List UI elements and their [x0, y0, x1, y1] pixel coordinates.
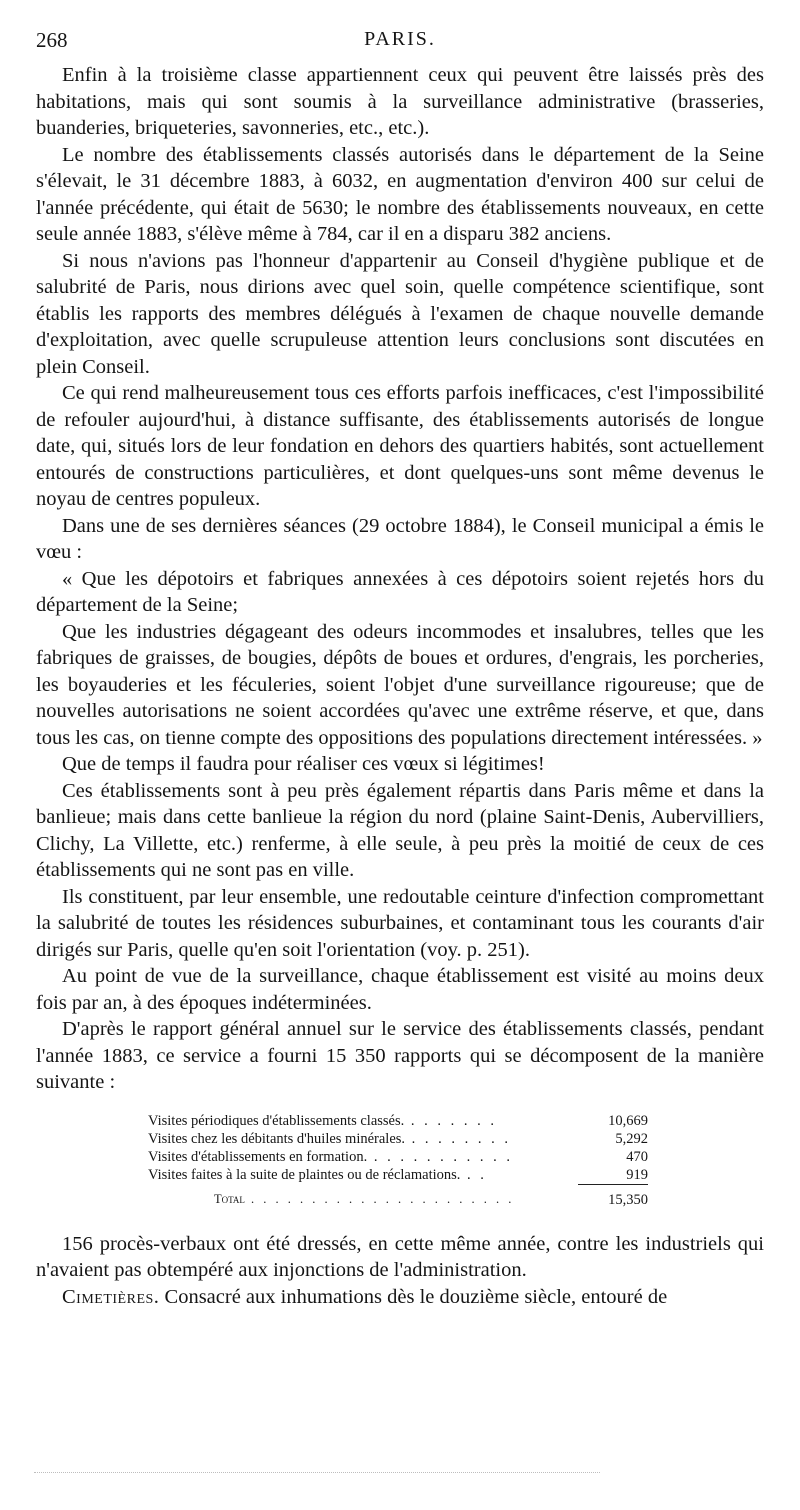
page-header: [36, 28, 764, 58]
row-label: Visites d'établissements en formation.: [148, 1148, 368, 1165]
row-label: Visites faites à la suite de plaintes ou de réclamations.: [148, 1166, 461, 1183]
row-value: 470: [626, 1148, 648, 1165]
paragraph: Ils constituent, par leur ensemble, une redoutable ceinture d'infection compromettant la salubrité de toutes les résidences suburbaines, et contaminant tous les courants d'air dirigés sur Paris, quelle qu'en soit l'orientation (voy. p. 251).: [36, 885, 764, 961]
paragraph: Ces établissements sont à peu près également répartis dans Paris même et dans la banlieue; mais dans cette banlieue la région du nord (plaine Saint-Denis, Aubervilliers, Clichy, La Villette, etc.) renferme, à elle seule, à peu près la moitié de ceux de ces établissements qui ne sont pas en ville.: [36, 779, 764, 881]
section-lead: Cimetières.: [62, 1285, 160, 1308]
body-text: [36, 62, 764, 1310]
leader-dots: . . . . . . . . . . .: [367, 1148, 513, 1165]
paragraph: Ce qui rend malheureusement tous ces efforts parfois inefficaces, c'est l'impossibilité de refouler aujourd'hui, à distance suffisante, des établissements autorisés de longue date, qui, situés lors de leur fondation en dehors des quartiers habités, sont actuellement entourés de constructions particulières, et dont quelques-uns sont même devenus le noyau de centres populeux.: [36, 382, 764, 510]
leader-dots: . . . . . . .: [404, 1112, 497, 1129]
table-total-row: [148, 1184, 648, 1209]
paragraph: Enfin à la troisième classe appartiennent ceux qui peuvent être laissés près des habitations, mais qui sont soumis à la surveillance administrative (brasseries, buanderies, briqueteries, savonneries, etc., etc.).: [36, 64, 764, 139]
leader-dots: . . . . . . . .: [405, 1130, 512, 1147]
quote-paragraph: « Que les dépotoirs et fabriques annexées à ces dépotoirs soient rejetés hors du département de la Seine;: [36, 567, 764, 616]
row-value: 5,292: [615, 1130, 648, 1147]
inspection-table: [148, 1112, 648, 1209]
paragraph: Au point de vue de la surveillance, chaque établissement est visité au moins deux fois par an, à des époques indéterminées.: [36, 965, 764, 1014]
paragraph: Si nous n'avions pas l'honneur d'appartenir au Conseil d'hygiène publique et de salubrité de Paris, nous dirions avec quel soin, quelle compétence scientifique, sont établis les rapports des membres délégués à l'examen de chaque nouvelle demande d'exploitation, avec quelle scrupuleuse attention leurs conclusions sont discutées en plein Conseil.: [36, 249, 764, 378]
row-label: Visites périodiques d'établissements classés.: [148, 1112, 405, 1129]
paragraph: Dans une de ses dernières séances (29 octobre 1884), le Conseil municipal a émis le vœu :: [36, 514, 764, 563]
paragraph: Que de temps il faudra pour réaliser ces vœux si légitimes!: [62, 753, 545, 775]
row-label: Visites chez les débitants d'huiles minérales.: [148, 1130, 406, 1147]
running-title: PARIS.: [364, 28, 436, 50]
section-start-paragraph: [36, 1284, 764, 1311]
table-row: [148, 1112, 648, 1130]
paragraph: Le nombre des établissements classés autorisés dans le département de la Seine s'élevait, le 31 décembre 1883, à 6032, en augmentation d'environ 400 sur celui de l'année précédente, qui était de 5630; le nombre des établissements nouveaux, en cette seule année 1883, s'élève même à 784, car il en a disparu 382 anciens.: [36, 143, 764, 245]
leader-dots: . .: [460, 1166, 487, 1183]
table-row: [148, 1130, 648, 1148]
leader-dots: . . . . . . . . . . . . . . . . . . . . . .: [244, 1192, 515, 1207]
total-value: 15,350: [578, 1184, 648, 1209]
paragraph: D'après le rapport général annuel sur le service des établissements classés, pendant l'année 1883, ce service a fourni 15 350 rapports qui se décomposent de la manière suivante :: [36, 1018, 764, 1093]
row-value: 919: [626, 1166, 648, 1183]
page-number: 268: [36, 28, 68, 52]
table-row: [148, 1166, 648, 1185]
section-text: Consacré aux inhumations dès le douzième siècle, entouré de: [159, 1285, 668, 1308]
quote-paragraph: Que les industries dégageant des odeurs incommodes et insalubres, telles que les fabriques de graisses, de bougies, dépôts de boues et ordures, d'engrais, les porcheries, les boyauderies et les féculeries, soient l'objet d'une surveillance rigoureuse; que de nouvelles autorisations ne soient accordées qu'avec une extrême réserve, et que, dans tous les cas, on tienne compte des oppositions des populations directement intéressées. »: [36, 620, 764, 749]
paragraph: 156 procès-verbaux ont été dressés, en cette même année, contre les industriels qui n'avaient pas obtempéré aux injonctions de l'administration.: [36, 1232, 764, 1281]
row-value: 10,669: [608, 1112, 648, 1129]
total-label: Total: [214, 1192, 245, 1207]
table-row: [148, 1148, 648, 1166]
footer-rule: [34, 1472, 600, 1473]
